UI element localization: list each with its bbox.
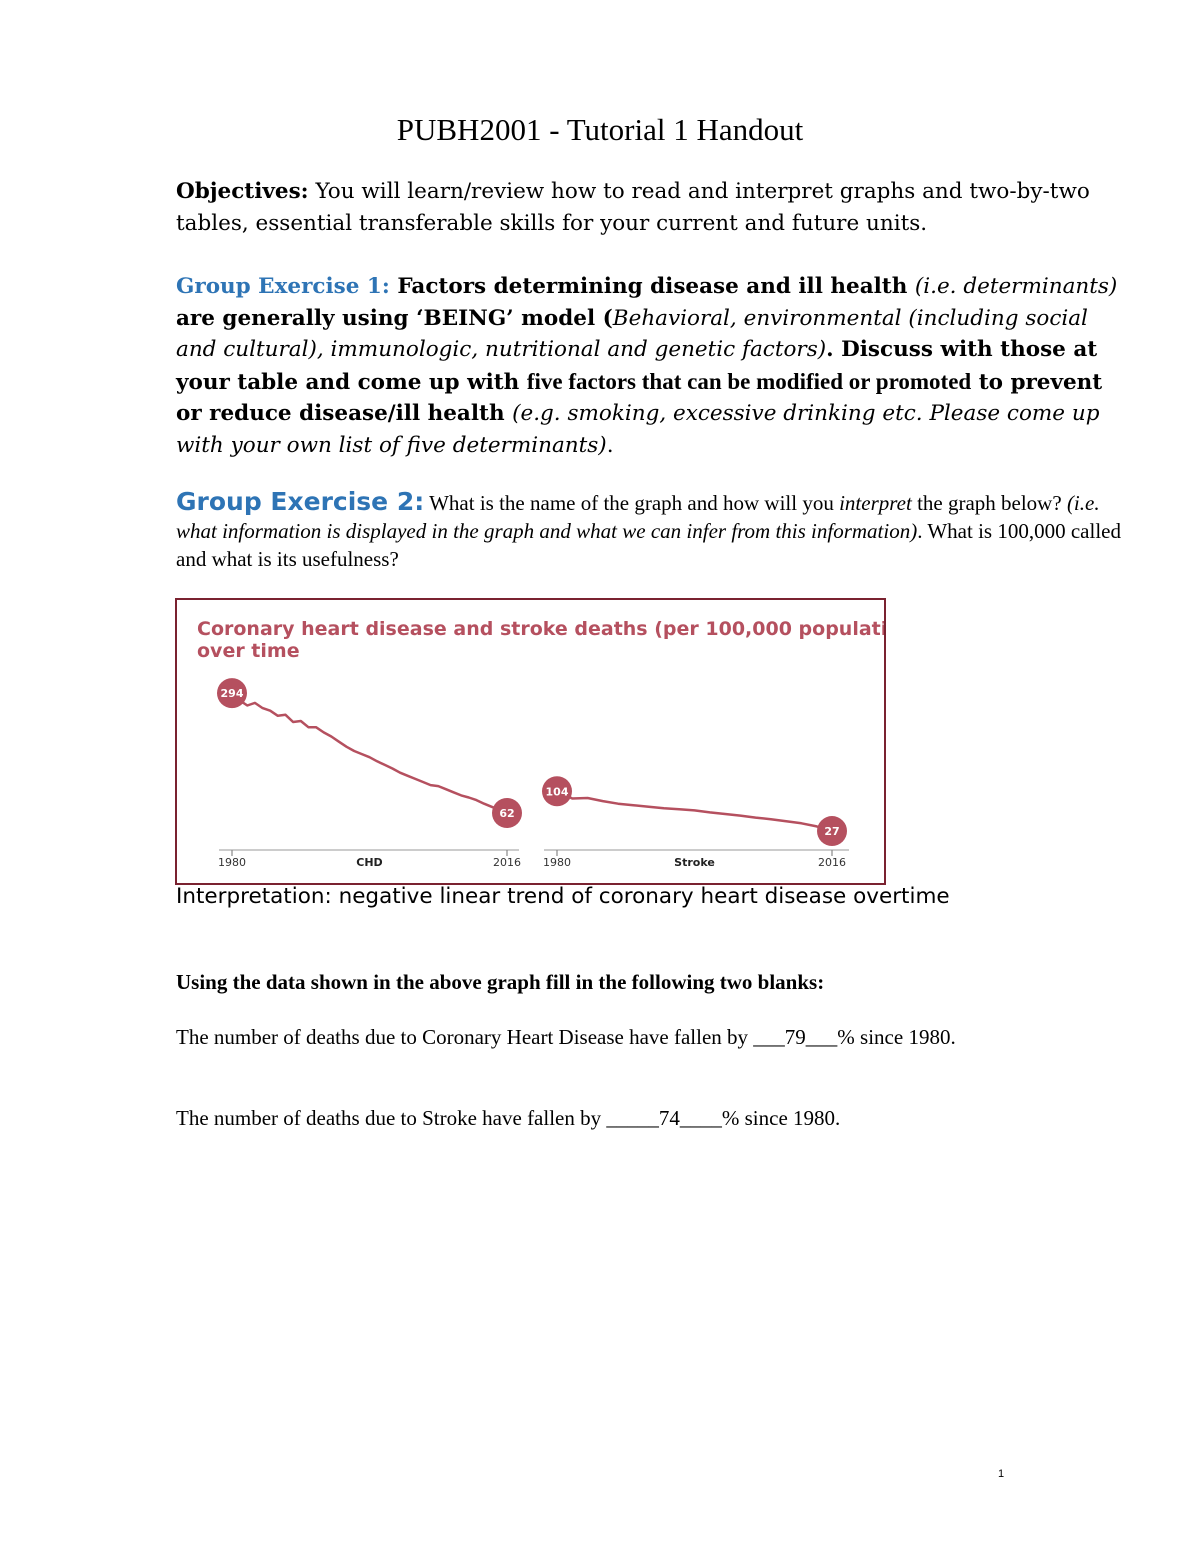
objectives-label: Objectives:: [176, 179, 309, 204]
stroke-series-line: [557, 791, 832, 831]
page-number: 1: [998, 1468, 1005, 1480]
exercise1-text: are generally using ‘BEING’ model (: [176, 305, 613, 331]
blank2-after: ____% since 1980.: [679, 1106, 841, 1130]
blank1-after: ___% since 1980.: [805, 1025, 956, 1049]
objectives-paragraph: [176, 176, 1131, 239]
exercise1-text: Factors determining disease and ill health: [389, 274, 915, 299]
chd-panel-label: CHD: [356, 856, 383, 869]
exercise1-text: .: [606, 432, 614, 458]
chd-end-value-label: 62: [499, 806, 515, 820]
chd-start-value-label: 294: [220, 687, 244, 701]
page-title: PUBH2001 - Tutorial 1 Handout: [396, 112, 804, 147]
blank1-sentence: [176, 1023, 1006, 1051]
chd-series-line: [232, 693, 507, 813]
exercise1-label: Group Exercise 1:: [176, 274, 390, 299]
stroke-x-end-label: 2016: [818, 856, 846, 869]
blank2-before: The number of deaths due to Stroke have fallen by _____: [176, 1106, 659, 1130]
exercise1-italic: Behavioral, environmental (including social and cultural), immunologic, nutritional and genetic factors): [176, 305, 1088, 362]
interpretation-text: Interpretation: negative linear trend of coronary heart disease overtime: [176, 884, 950, 909]
stroke-x-start-label: 1980: [543, 856, 571, 869]
chart-svg: [177, 600, 884, 883]
stroke-end-value-label: 27: [824, 825, 840, 839]
exercise1-italic: (e.g. smoking, excessive drinking etc. Please come up with your own list of five determinants): [176, 401, 1100, 458]
blank1-before: The number of deaths due to Coronary Heart Disease have fallen by ___: [176, 1025, 785, 1049]
exercise1-italic: (i.e. determinants): [914, 274, 1118, 299]
stroke-start-value-label: 104: [545, 785, 569, 799]
exercise1-text: to prevent or reduce disease/ill health: [176, 369, 1103, 426]
exercise2-text: . What is 100,000 called and what is its usefulness?: [176, 519, 1121, 571]
blanks-heading: Using the data shown in the above graph fill in the following two blanks:: [176, 970, 825, 994]
chart-title-line2: over time: [197, 640, 300, 662]
exercise2-text: What is the name of the graph and how will you: [424, 491, 840, 515]
chd-x-end-label: 2016: [493, 856, 521, 869]
chd-x-start-label: 1980: [218, 856, 246, 869]
exercise2-italic: (i.e. what information is displayed in the graph and what we can infer from this information): [176, 491, 1100, 543]
chart-figure: [175, 598, 886, 885]
blank1-answer[interactable]: 79: [784, 1025, 806, 1049]
exercise2-label: Group Exercise 2:: [176, 487, 425, 516]
stroke-panel-label: Stroke: [674, 856, 715, 869]
exercise1-emphasis: five factors that can be modified or promoted: [526, 368, 972, 394]
exercise2-italic: interpret: [839, 491, 912, 515]
exercise1-paragraph: [176, 271, 1131, 461]
exercise2-paragraph: [176, 488, 1131, 573]
blank2-sentence: [176, 1104, 1131, 1132]
objectives-text: You will learn/review how to read and interpret graphs and two-by-two tables, essential transferable skills for your current and future units.: [176, 179, 1090, 236]
blank2-answer[interactable]: 74: [658, 1106, 680, 1130]
exercise1-text: . Discuss with those at your table and come up with: [176, 337, 1098, 395]
exercise2-text: the graph below?: [911, 491, 1067, 515]
chart-title-line1: Coronary heart disease and stroke deaths (per 100,000 population): [197, 618, 884, 640]
